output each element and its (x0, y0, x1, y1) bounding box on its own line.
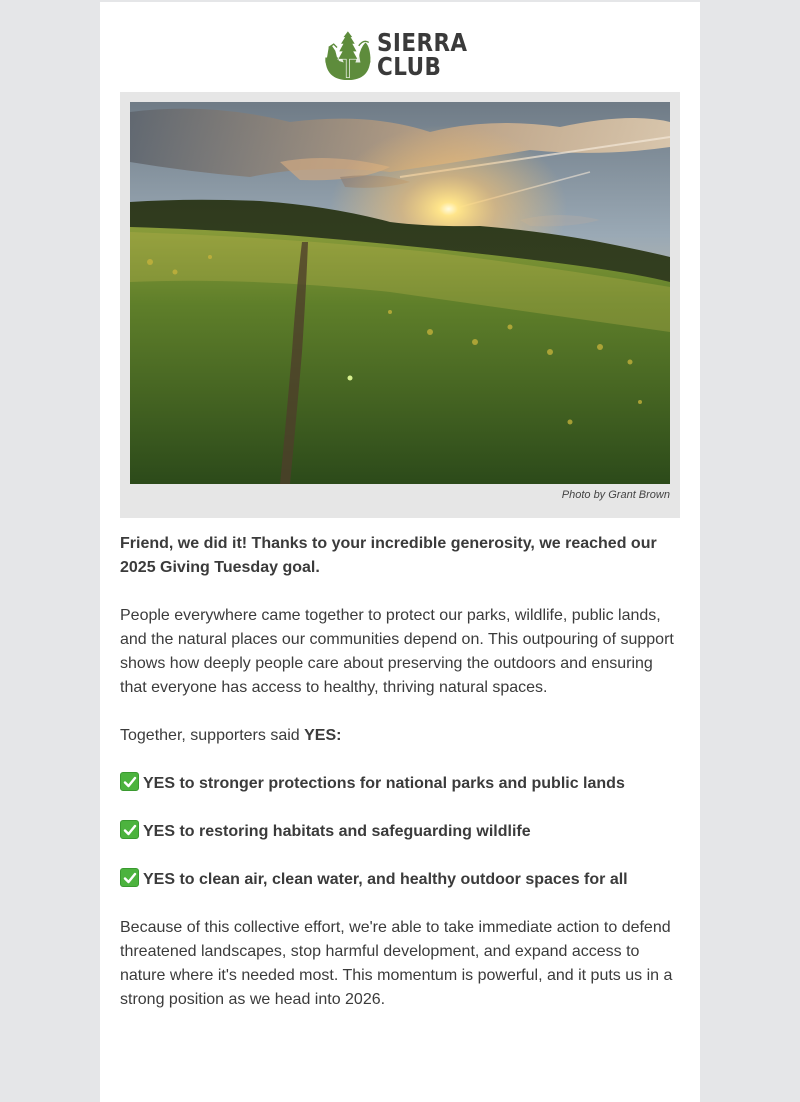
check-mark-button-icon (120, 868, 139, 887)
hero-photo-frame (120, 92, 680, 518)
yes-item (120, 772, 682, 796)
wordmark-line-1: SIERRA (376, 28, 468, 57)
together-prefix: Together, supporters said (120, 727, 305, 744)
yes-item-text: YES to restoring habitats and safeguarding wildlife (143, 823, 531, 840)
yes-item (120, 820, 682, 844)
hero-photo (130, 102, 670, 484)
together-emphasis: YES: (304, 727, 342, 744)
intro-paragraph: Friend, we did it! Thanks to your incredible generosity, we reached our 2025 Giving Tuesday goal. (120, 535, 657, 576)
sierra-club-logo[interactable] (322, 24, 482, 86)
together-line (120, 724, 682, 748)
meadow-sunset-image (130, 102, 670, 484)
photo-caption: Photo by Grant Brown (561, 489, 670, 501)
check-mark-button-icon (120, 820, 139, 839)
yes-item-text: YES to clean air, clean water, and healthy outdoor spaces for all (143, 871, 628, 888)
yes-item-text: YES to stronger protections for national parks and public lands (143, 775, 625, 792)
sierra-club-wordmark (376, 28, 468, 81)
yes-item (120, 868, 682, 892)
email-body (120, 532, 682, 1036)
wordmark-line-2: CLUB (376, 52, 442, 81)
sequoia-tree-logo-icon (322, 24, 374, 86)
momentum-paragraph: Because of this collective effort, we're able to take immediate action to defend threatened landscapes, stop harmful development, and expand access to nature where it's needed most. This momentum is powerful, and it puts us in a strong position as we head into 2026. (120, 919, 673, 1008)
check-mark-button-icon (120, 772, 139, 791)
email-card (100, 2, 700, 1102)
support-paragraph: People everywhere came together to protect our parks, wildlife, public lands, and the natural places our communities depend on. This outpouring of support shows how deeply people care about preserving the outdoors and ensuring that everyone has access to healthy, thriving natural spaces. (120, 607, 674, 696)
